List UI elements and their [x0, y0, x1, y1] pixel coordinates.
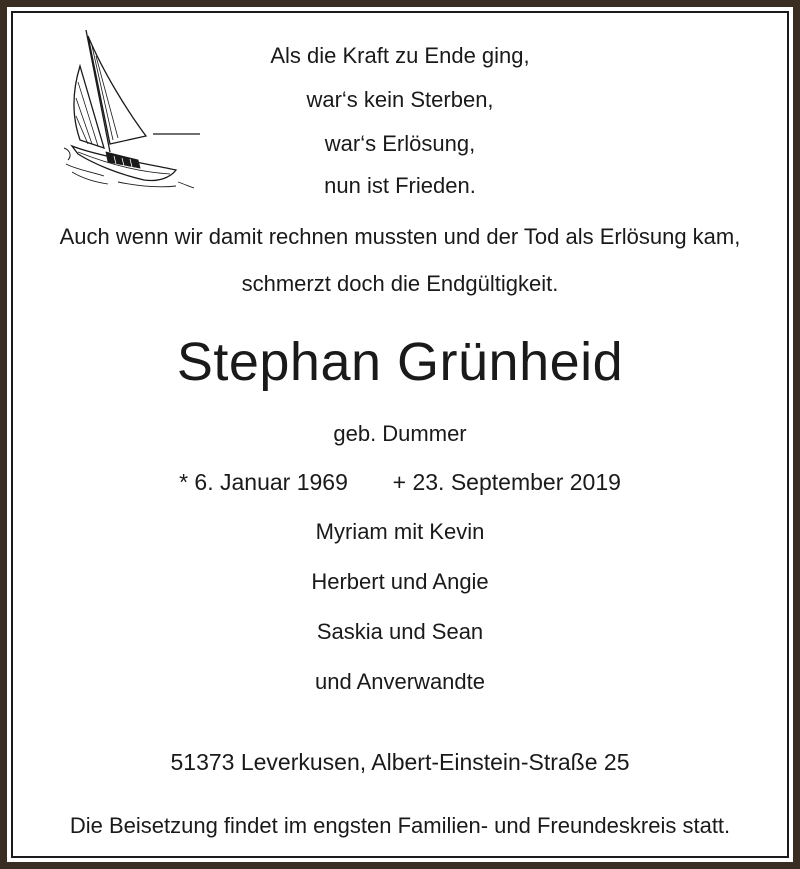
- deceased-name: Stephan Grünheid: [176, 332, 624, 392]
- mourner: und Anverwandte: [314, 669, 486, 694]
- poem-line: Als die Kraft zu Ende ging,: [270, 43, 530, 68]
- intro-line: Auch wenn wir damit rechnen mussten und der Tod als Erlösung kam,: [59, 224, 741, 249]
- life-dates: [0, 468, 800, 496]
- poem-line: war‘s kein Sterben,: [306, 87, 494, 112]
- birth-date: * 6. Januar 1969: [179, 469, 348, 495]
- birth-name: geb. Dummer: [333, 421, 467, 446]
- address: 51373 Leverkusen, Albert-Einstein-Straße 25: [170, 749, 630, 775]
- intro-line: schmerzt doch die Endgültigkeit.: [241, 271, 559, 296]
- funeral-notice: Die Beisetzung findet im engsten Familien- und Freundeskreis statt.: [69, 813, 731, 838]
- mourner: Saskia und Sean: [316, 619, 484, 644]
- mourner: Myriam mit Kevin: [315, 519, 485, 544]
- death-date: + 23. September 2019: [392, 469, 621, 495]
- poem-line: war‘s Erlösung,: [324, 131, 476, 156]
- poem-line: nun ist Frieden.: [324, 173, 476, 198]
- sailboat-icon: [58, 22, 208, 197]
- mourner: Herbert und Angie: [311, 569, 489, 594]
